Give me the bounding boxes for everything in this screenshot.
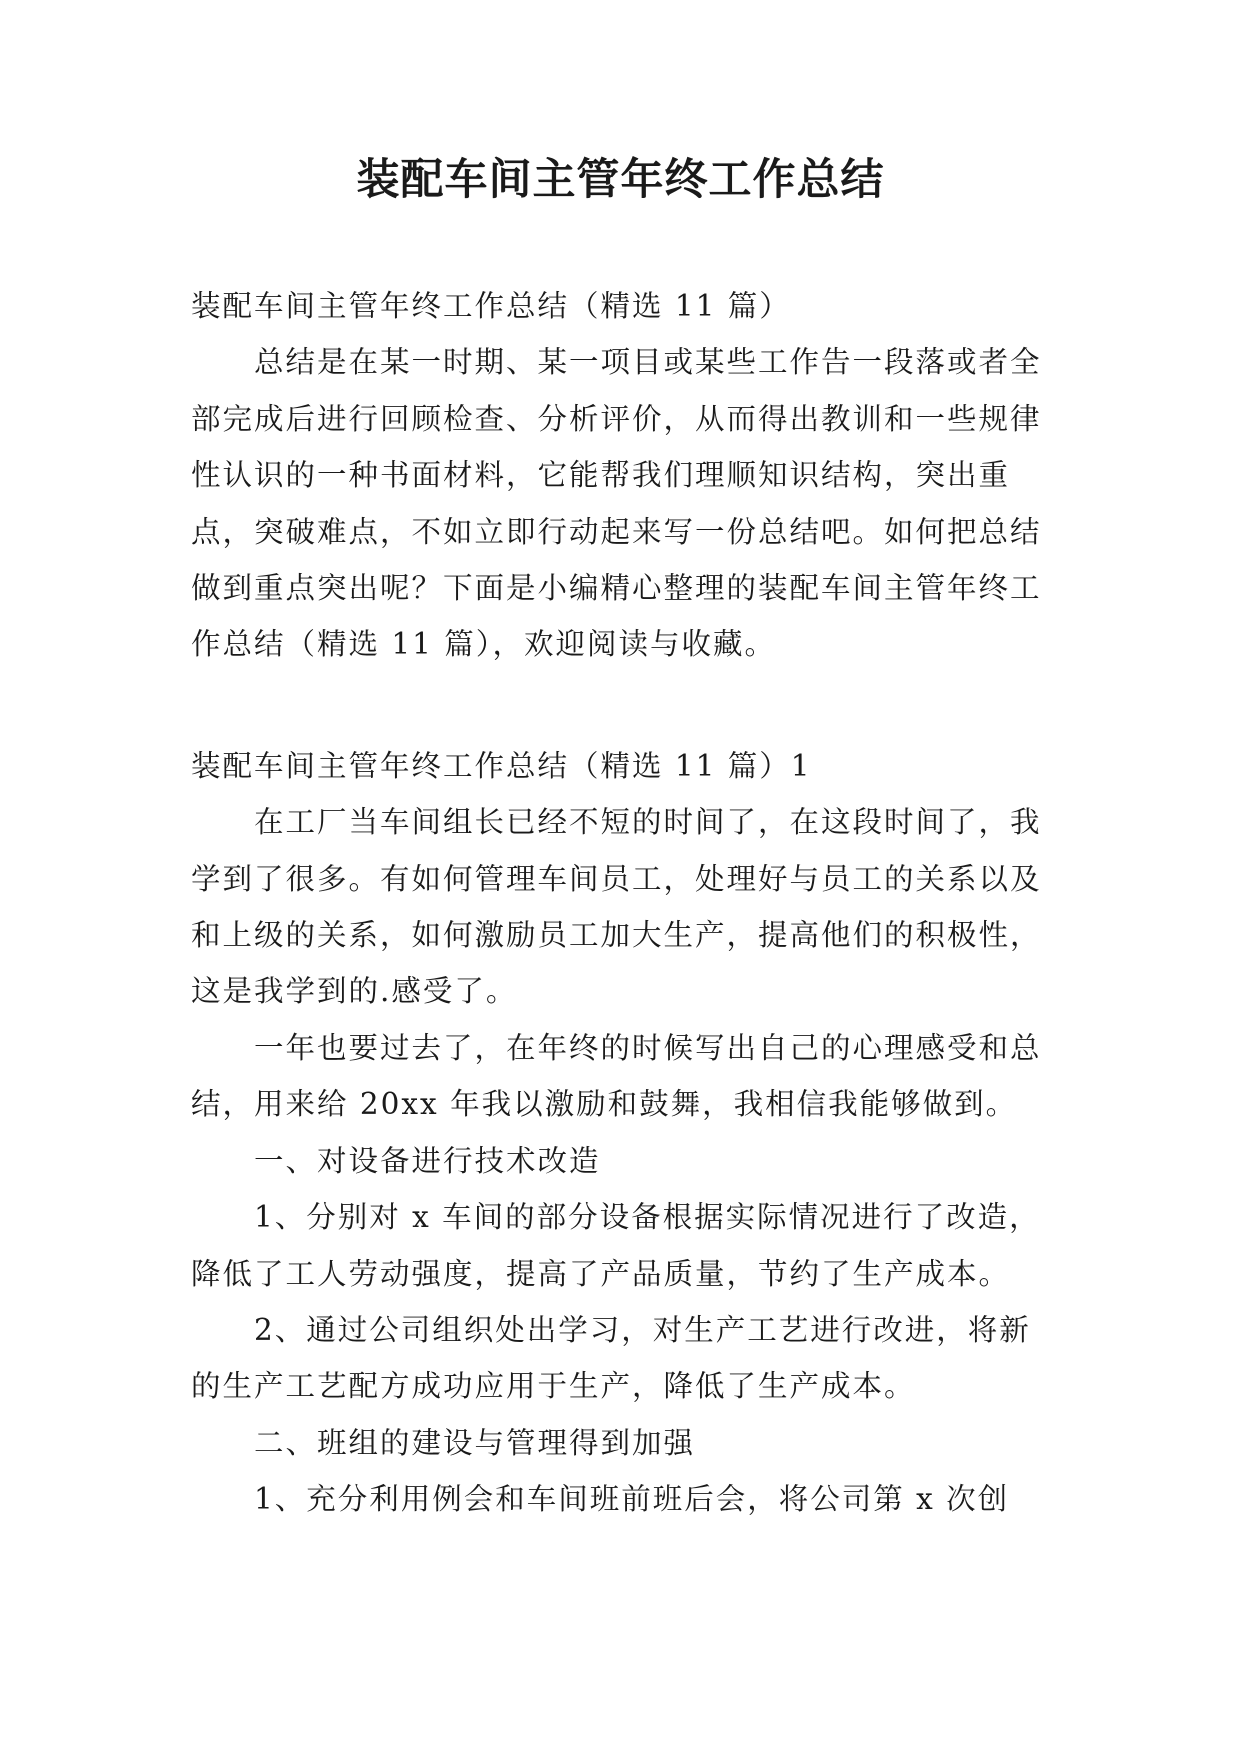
section-gap [191,673,1051,738]
section-heading: 装配车间主管年终工作总结（精选 11 篇）1 [191,748,812,783]
subtitle: 装配车间主管年终工作总结（精选 11 篇） [191,289,791,323]
list-heading: 一、对设备进行技术改造 [254,1143,601,1178]
intro-paragraph: 总结是在某一时期、某一项目或某些工作告一段落或者全部完成后进行回顾检查、分析评价，从而得出教训和一些规律性认识的一种书面材料，它能帮我们理顺知识结构，突出重点，突破难点，不如立即行动起来写一份总结吧。如何把总结做到重点突出呢？下面是小编精心整理的装配车间主管年终工作总结（精选 11 篇），欢迎阅读与收藏。 [191,345,1042,662]
list-item: 1、充分利用例会和车间班前班后会，将公司第 x 次创 [254,1482,1010,1517]
document-title: 装配车间主管年终工作总结 [356,155,885,205]
list-item: 1、分别对 x 车间的部分设备根据实际情况进行了改造，降低了工人劳动强度，提高了产品质量，节约了生产成本。 [191,1200,1041,1291]
list-item: 2、通过公司组织处出学习，对生产工艺进行改进，将新的生产工艺配方成功应用于生产，降低了生产成本。 [191,1312,1031,1404]
body-paragraph: 在工厂当车间组长已经不短的时间了，在这段时间了，我学到了很多。有如何管理车间员工，处理好与员工的关系以及和上级的关系，如何激励员工加大生产，提高他们的积极性，这是我学到的.感受了。 [191,805,1042,1009]
body-paragraph: 一年也要过去了，在年终的时候写出自己的心理感受和总结，用来给 20xx 年我以激励和鼓舞，我相信我能够做到。 [191,1030,1042,1122]
list-heading: 二、班组的建设与管理得到加强 [254,1425,696,1460]
document-body [191,278,1051,1528]
